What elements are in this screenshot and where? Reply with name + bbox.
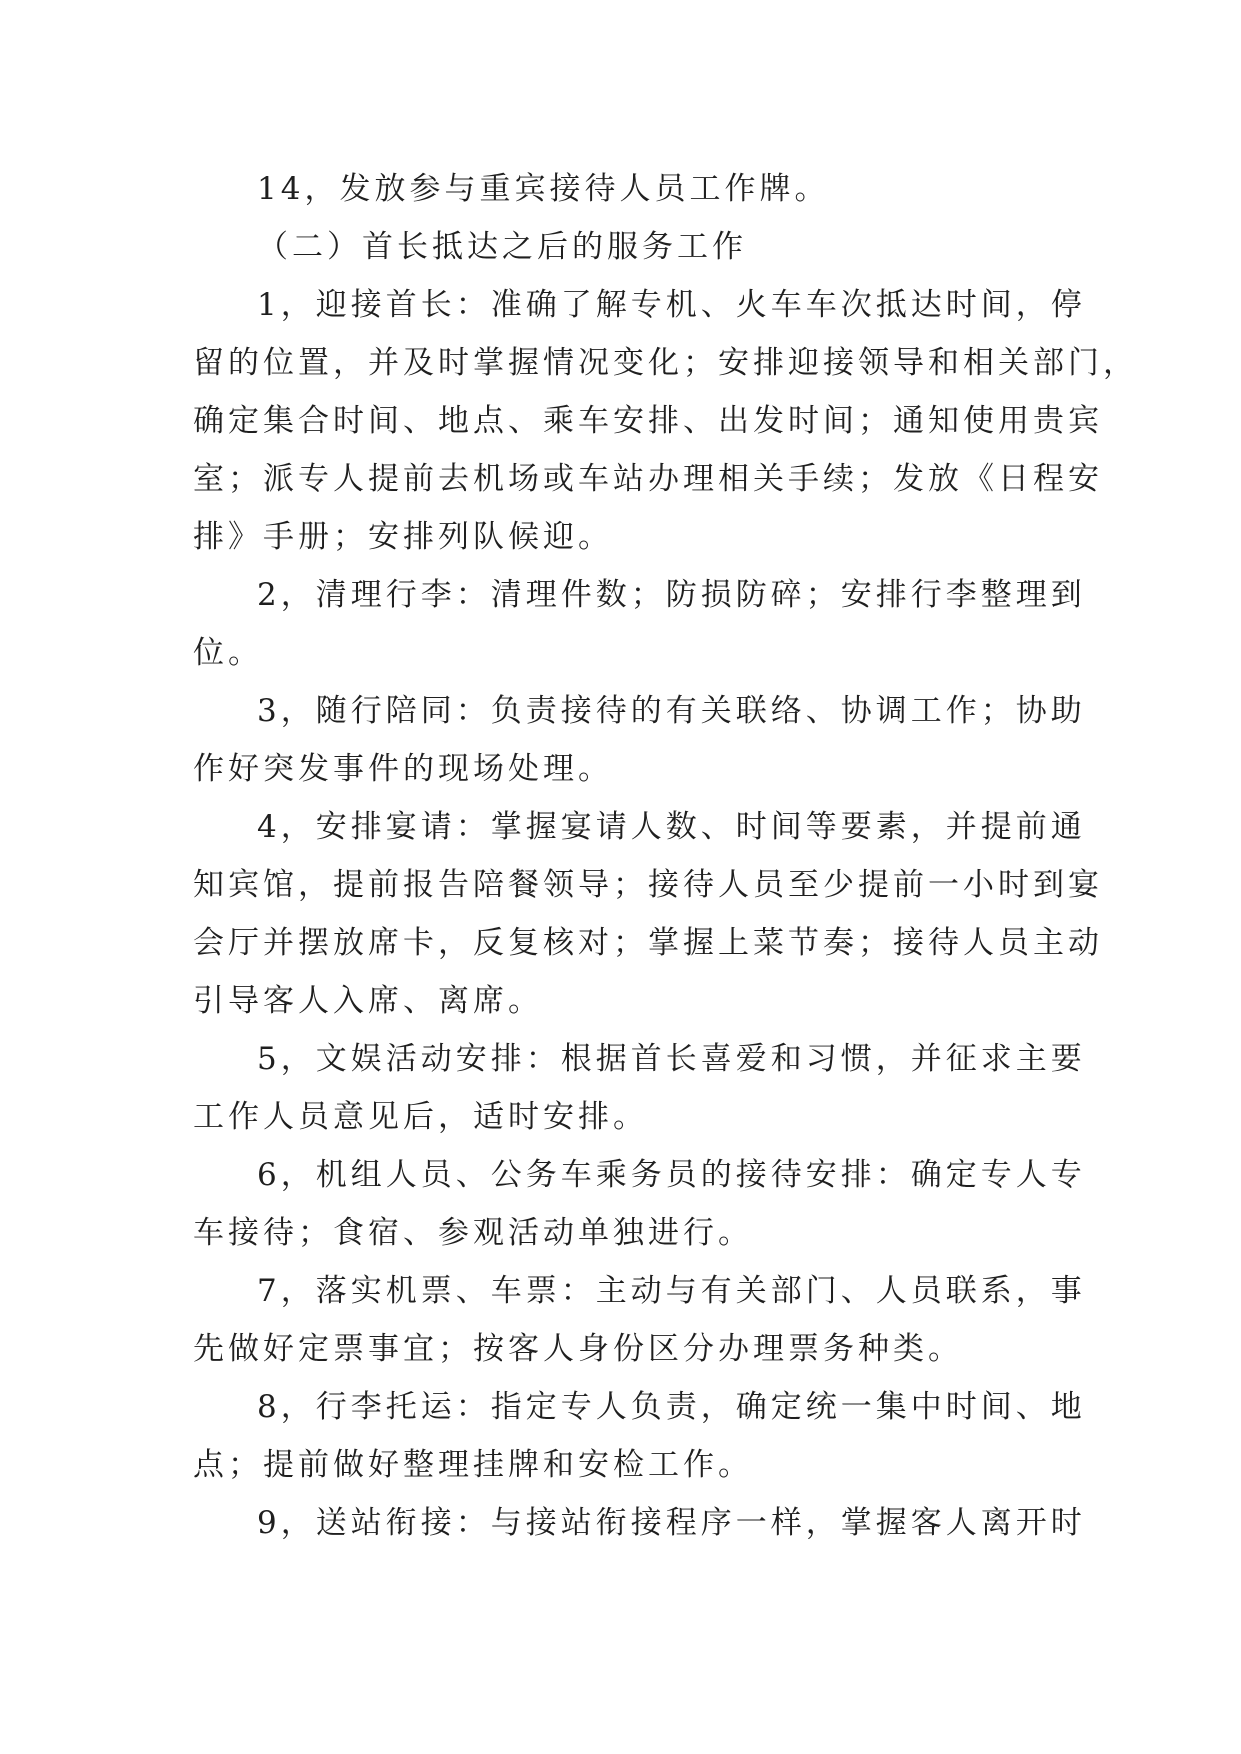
text-line: 9，送站衔接：与接站衔接程序一样，掌握客人离开时 <box>257 1505 1086 1541</box>
text-line: （二）首长抵达之后的服务工作 <box>257 229 747 265</box>
text-line: 4，安排宴请：掌握宴请人数、时间等要素，并提前通 <box>257 809 1086 845</box>
paragraph <box>193 276 1138 566</box>
text-line: 先做好定票事宜；按客人身份区分办理票务种类。 <box>193 1331 963 1367</box>
text-line: 作好突发事件的现场处理。 <box>193 751 613 787</box>
text-line: 会厅并摆放席卡，反复核对；掌握上菜节奏；接待人员主动 <box>193 925 1103 961</box>
paragraph <box>193 1146 1086 1262</box>
text-line: 引导客人入席、离席。 <box>193 983 543 1019</box>
text-line: 确定集合时间、地点、乘车安排、出发时间；通知使用贵宾 <box>193 403 1103 439</box>
text-line: 位。 <box>193 635 263 671</box>
paragraph <box>193 1030 1086 1146</box>
text-line: 7，落实机票、车票：主动与有关部门、人员联系，事 <box>257 1273 1086 1309</box>
text-line: 排》手册；安排列队候迎。 <box>193 519 613 555</box>
text-line: 留的位置，并及时掌握情况变化；安排迎接领导和相关部门， <box>193 345 1138 381</box>
text-line: 5，文娱活动安排：根据首长喜爱和习惯，并征求主要 <box>257 1041 1086 1077</box>
text-line: 室；派专人提前去机场或车站办理相关手续；发放《日程安 <box>193 461 1103 497</box>
text-line: 点；提前做好整理挂牌和安检工作。 <box>193 1447 753 1483</box>
paragraph <box>193 1378 1086 1494</box>
section-heading <box>193 218 1053 276</box>
paragraph <box>193 682 1086 798</box>
document-body <box>193 160 1138 1552</box>
paragraph <box>193 798 1103 1030</box>
text-line: 知宾馆，提前报告陪餐领导；接待人员至少提前一小时到宴 <box>193 867 1103 903</box>
text-line: 车接待；食宿、参观活动单独进行。 <box>193 1215 753 1251</box>
paragraph <box>193 566 1086 682</box>
text-line: 8，行李托运：指定专人负责，确定统一集中时间、地 <box>257 1389 1086 1425</box>
text-line: 工作人员意见后，适时安排。 <box>193 1099 648 1135</box>
text-line: 2，清理行李：清理件数；防损防碎；安排行李整理到 <box>257 577 1086 613</box>
text-line: 14，发放参与重宾接待人员工作牌。 <box>257 171 830 207</box>
text-line: 3，随行陪同：负责接待的有关联络、协调工作；协助 <box>257 693 1086 729</box>
paragraph <box>193 160 1053 218</box>
paragraph <box>193 1262 1086 1378</box>
text-line: 6，机组人员、公务车乘务员的接待安排：确定专人专 <box>257 1157 1086 1193</box>
paragraph <box>193 1494 1086 1552</box>
text-line: 1，迎接首长：准确了解专机、火车车次抵达时间，停 <box>257 287 1086 323</box>
